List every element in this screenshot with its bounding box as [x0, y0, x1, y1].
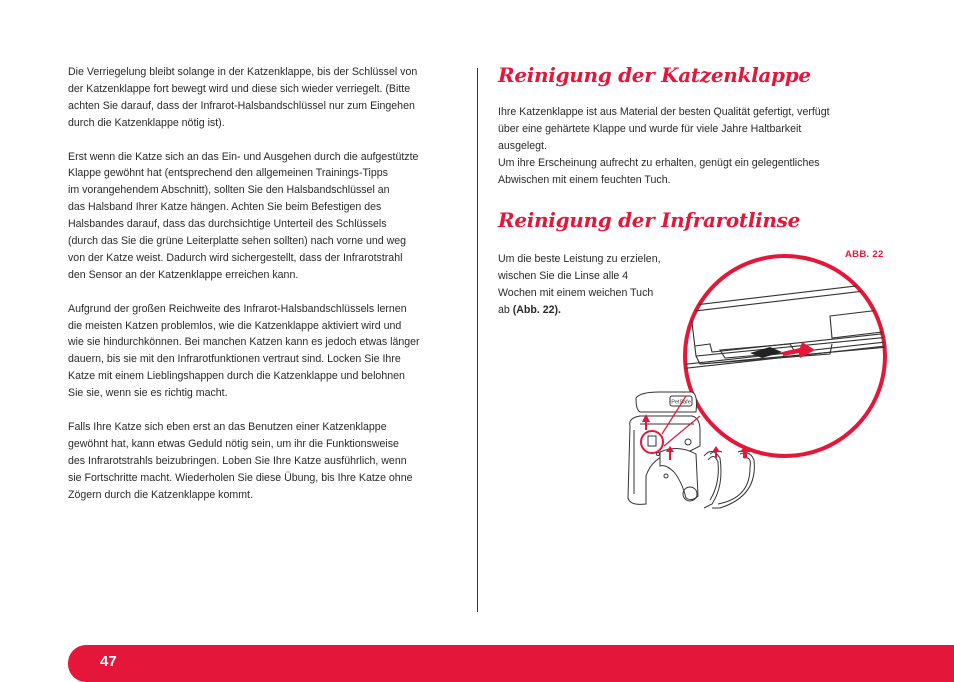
page-number: 47: [100, 653, 117, 670]
magnified-lens-view: [670, 256, 940, 456]
paragraph-patience: Falls Ihre Katze sich eben erst an das Benutzen einer Katzenklappe gewöhnt hat, kann etwas Geduld nötig sein, um ihr die Funktionsweise des Infrarotstrahls beizubringen. Loben Sie Ihre Katze ausführlich, wenn sie Fortschritte macht. Wiederholen Sie diese Übung, bis Ihre Katze ohne Zögern durch die Katzenklappe kommt.: [68, 420, 413, 501]
footer-bar: [68, 645, 954, 682]
paragraph-lock-info: Die Verriegelung bleibt solange in der Katzenklappe, bis der Schlüssel von der Katzenklappe fort bewegt wird und diese sich wieder verriegelt. (Bitte achten Sie darauf, dass der Infrarot-Halsbandschlüssel nur zum Eingehen durch die Katzenklappe nötig ist).: [68, 66, 418, 129]
paragraph-range: Aufgrund der großen Reichweite des Infrarot-Halsbandschlüssels lernen die meisten Katzen problemlos, wie die Katzenklappe aktiviert wird und wie sie hindurchkönnen. Bei manchen Katzen kann es jedoch etwas länger dauern, bis sie mit den Infrarotfunktionen vertraut sind. Locken Sie Ihre Katze mit einem Lieblingshappen durch die Katzenklappe und belohnen Sie sie, wenn sie es richtig macht.: [68, 302, 420, 400]
figure-reference: (Abb. 22).: [512, 303, 561, 316]
heading-cleaning-lens: Reinigung der Infrarotlinse: [498, 208, 801, 232]
column-divider: [477, 68, 478, 612]
left-column: [68, 64, 460, 520]
figure-label: ABB. 22: [845, 249, 884, 260]
figure-lens-cleaning: [600, 246, 954, 536]
paragraph-cleaning-catflap: Ihre Katzenklappe ist aus Material der besten Qualität gefertigt, verfügt über eine gehärtete Klappe und wurde für viele Jahre Haltbarkeit ausgelegt. Um ihre Erscheinung aufrecht zu erhalten, genügt ein gelegentliches Abwischen mit einem feuchten Tuch.: [498, 106, 830, 186]
brand-logo: PetSafe: [671, 399, 691, 406]
paragraph-collar-key: Erst wenn die Katze sich an das Ein- und Ausgehen durch die aufgestützte Klappe gewöhnt hat (entsprechend den allgemeinen Trainings-Tipps im vorangehendem Abschnitt), sollten Sie den Halsbandschlüssel an das Halsband Ihrer Katze hängen. Achten Sie beim Befestigen des Halsbandes darauf, dass das durchsichtige Unterteil des Schlüssels (durch das Sie die grüne Leiterplatte sehen sollten) nach vorne und weg von der Katze weist. Dadurch wird sichergestellt, dass der Infrarotstrahl den Sensor an der Katzenklappe erreichen kann.: [68, 150, 419, 281]
lens-instruction-text: Um die beste Leistung zu erzielen, wischen Sie die Linse alle 4 Wochen mit einem weichen Tuch ab: [498, 253, 661, 316]
heading-cleaning-catflap: Reinigung der Katzenklappe: [498, 63, 811, 87]
